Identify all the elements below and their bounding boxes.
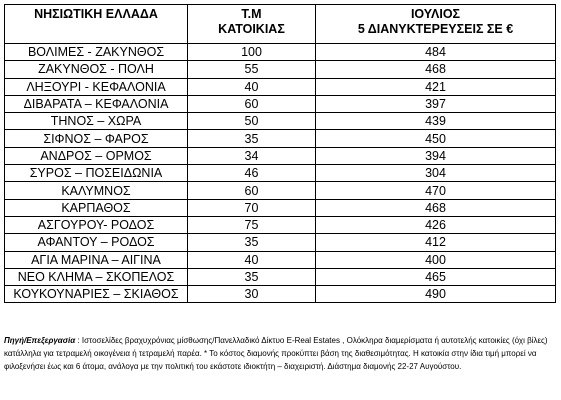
cell-location: ΑΝΔΡΟΣ – ΟΡΜΟΣ xyxy=(5,147,188,164)
cell-price: 450 xyxy=(316,130,556,147)
cell-sqm: 34 xyxy=(188,147,316,164)
cell-sqm: 60 xyxy=(188,95,316,112)
header-sqm-line-1: Τ.Μ xyxy=(241,7,262,21)
header-location-line: ΝΗΣΙΩΤΙΚΗ ΕΛΛΑΔΑ xyxy=(34,7,158,21)
cell-sqm: 40 xyxy=(188,251,316,268)
table-row xyxy=(5,251,556,268)
cell-sqm: 35 xyxy=(188,268,316,285)
cell-price: 484 xyxy=(316,44,556,61)
cell-sqm: 40 xyxy=(188,78,316,95)
cell-sqm: 75 xyxy=(188,216,316,233)
table-header-row xyxy=(5,5,556,44)
cell-price: 397 xyxy=(316,95,556,112)
table-row xyxy=(5,44,556,61)
cell-location: ΖΑΚΥΝΘΟΣ - ΠΟΛΗ xyxy=(5,61,188,78)
cell-location: ΣΙΦΝΟΣ – ΦΑΡΟΣ xyxy=(5,130,188,147)
cell-location: ΔΙΒΑΡΑΤΑ – ΚΕΦΑΛΟΝΙΑ xyxy=(5,95,188,112)
source-text: : Ιστοσελίδες βραχυχρόνιας μίσθωσης/Πανελλαδικό Δίκτυο E-Real Estates , Ολόκληρα διαμερίσματα ή αυτοτελής κατοικίες (όχι βίλες) κατάλληλα για τετραμελή οικογένεια ή τετραμελή παρέα. * Το κόστος διαμονής προκύπτει βάση της διαθεσιμότητας. Η κατοικία στην ίδια τιμή μπορεί να φιλοξενήσει έως και 6 άτομα, ανάλογα με την πολιτική του εκάστοτε ιδιοκτήτη – διαχειριστή. Διάστημα διαμονής 22-27 Αυγούστου. xyxy=(4,336,548,371)
cell-price: 490 xyxy=(316,286,556,303)
cell-price: 412 xyxy=(316,234,556,251)
table-row xyxy=(5,95,556,112)
cell-location: ΝΕΟ ΚΛΗΜΑ – ΣΚΟΠΕΛΟΣ xyxy=(5,268,188,285)
header-sqm-line-2: ΚΑΤΟΙΚΙΑΣ xyxy=(218,22,285,36)
cell-price: 468 xyxy=(316,199,556,216)
cell-sqm: 46 xyxy=(188,165,316,182)
table-row xyxy=(5,130,556,147)
header-price xyxy=(316,5,556,44)
table-row xyxy=(5,268,556,285)
cell-location: ΚΟΥΚΟΥΝΑΡΙΕΣ – ΣΚΙΑΘΟΣ xyxy=(5,286,188,303)
table-row xyxy=(5,61,556,78)
cell-sqm: 60 xyxy=(188,182,316,199)
cell-price: 470 xyxy=(316,182,556,199)
header-sqm xyxy=(188,5,316,44)
table-row xyxy=(5,78,556,95)
cell-sqm: 100 xyxy=(188,44,316,61)
cell-location: ΑΓΙΑ ΜΑΡΙΝΑ – ΑΙΓΙΝΑ xyxy=(5,251,188,268)
table-row xyxy=(5,199,556,216)
cell-location: ΑΦΑΝΤΟΥ – ΡΟΔΟΣ xyxy=(5,234,188,251)
cell-price: 426 xyxy=(316,216,556,233)
cell-sqm: 70 xyxy=(188,199,316,216)
cell-price: 400 xyxy=(316,251,556,268)
source-note xyxy=(4,334,550,373)
table-row xyxy=(5,234,556,251)
table-row xyxy=(5,216,556,233)
header-price-line-2: 5 ΔΙΑΝΥΚΤΕΡΕΥΣΕΙΣ ΣΕ € xyxy=(357,22,514,36)
table-row xyxy=(5,113,556,130)
cell-sqm: 35 xyxy=(188,130,316,147)
cell-sqm: 30 xyxy=(188,286,316,303)
cell-price: 394 xyxy=(316,147,556,164)
cell-location: ΒΟΛΙΜΕΣ - ΖΑΚΥΝΘΟΣ xyxy=(5,44,188,61)
cell-price: 421 xyxy=(316,78,556,95)
cell-location: ΚΑΛΥΜΝΟΣ xyxy=(5,182,188,199)
table-row xyxy=(5,147,556,164)
cell-location: ΣΥΡΟΣ – ΠΟΣΕΙΔΩΝΙΑ xyxy=(5,165,188,182)
table-row xyxy=(5,286,556,303)
price-table-container xyxy=(4,4,555,303)
cell-sqm: 50 xyxy=(188,113,316,130)
header-price-line-1: ΙΟΥΛΙΟΣ xyxy=(410,7,461,21)
cell-location: ΤΗΝΟΣ – ΧΩΡΑ xyxy=(5,113,188,130)
table-body xyxy=(5,44,556,303)
cell-price: 465 xyxy=(316,268,556,285)
cell-location: ΑΣΓΟΥΡΟΥ- ΡΟΔΟΣ xyxy=(5,216,188,233)
cell-location: ΚΑΡΠΑΘΟΣ xyxy=(5,199,188,216)
cell-sqm: 55 xyxy=(188,61,316,78)
source-label: Πηγή/Επεξεργασία xyxy=(4,336,76,345)
table-row xyxy=(5,182,556,199)
cell-sqm: 35 xyxy=(188,234,316,251)
cell-price: 439 xyxy=(316,113,556,130)
table-row xyxy=(5,165,556,182)
price-table xyxy=(4,4,556,303)
header-location xyxy=(5,5,188,44)
cell-price: 468 xyxy=(316,61,556,78)
cell-location: ΛΗΞΟΥΡΙ - ΚΕΦΑΛΟΝΙΑ xyxy=(5,78,188,95)
cell-price: 304 xyxy=(316,165,556,182)
